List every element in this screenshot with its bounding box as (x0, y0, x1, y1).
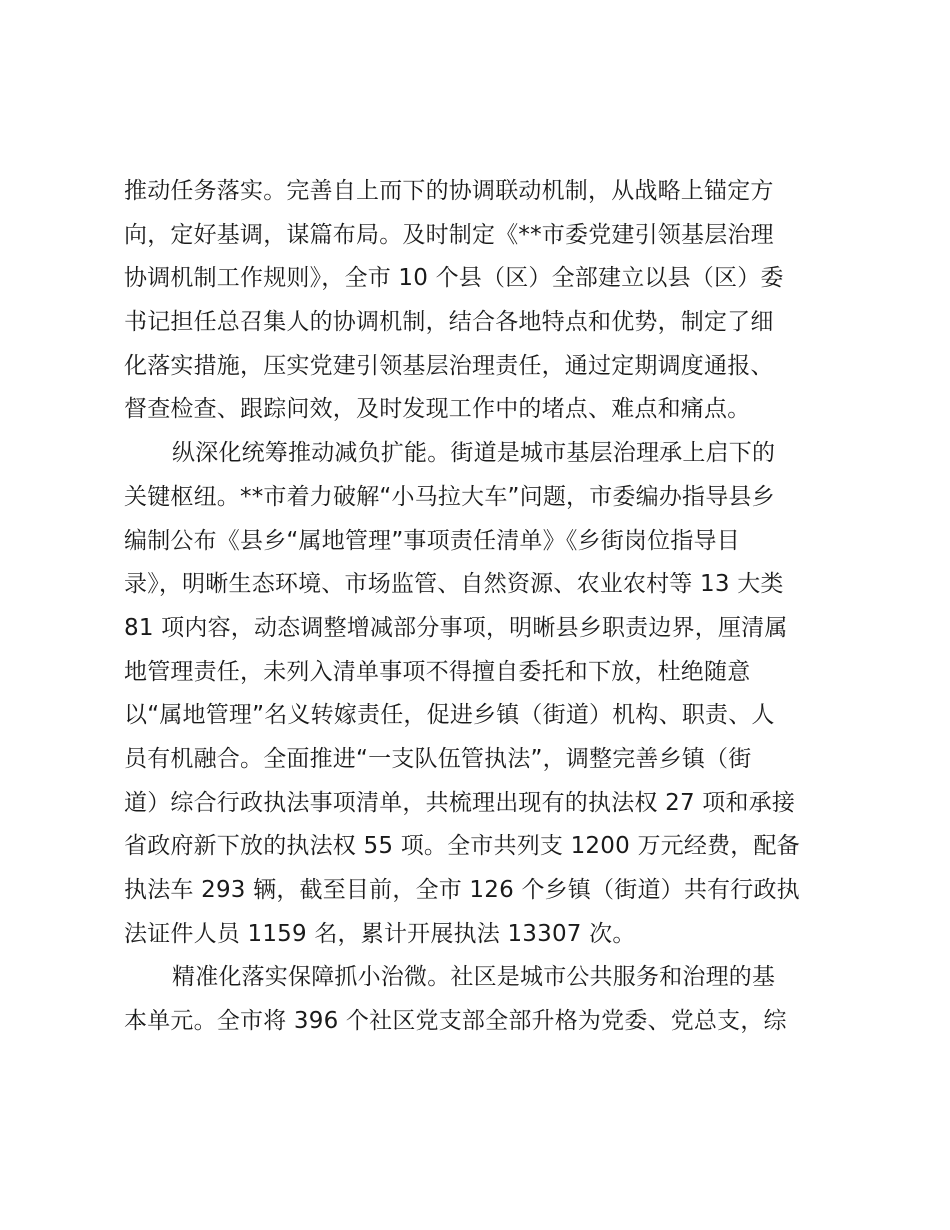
text-line-6: 督查检查、跟踪问效，及时发现工作中的堵点、难点和痛点。 (124, 396, 751, 423)
body-text (124, 170, 844, 1044)
text-line-15: 道）综合行政执法事项清单，共梳理出现有的执法权 27 项和承接 (124, 789, 796, 816)
text-line-2: 向，定好基调，谋篇布局。及时制定《**市委党建引领基层治理 (124, 221, 774, 248)
text-line-12: 地管理责任，未列入清单事项不得擅自委托和下放，杜绝随意 (124, 658, 751, 685)
text-line-10: 录》，明晰生态环境、市场监管、自然资源、农业农村等 13 大类 (124, 571, 784, 598)
text-line-17: 执法车 293 辆，截至目前，全市 126 个乡镇（街道）共有行政执 (124, 877, 800, 903)
paragraph-2-first-line: 纵深化统筹推动减负扩能。街道是城市基层治理承上启下的 (172, 440, 776, 467)
text-line-13: 以“属地管理”名义转嫁责任，促进乡镇（街道）机构、职责、人 (124, 702, 775, 729)
text-line-1: 推动任务落实。完善自上而下的协调联动机制，从战略上锚定方 (124, 178, 774, 204)
text-line-8: 关键枢纽。**市着力破解“小马拉大车”问题，市委编办指导县乡 (124, 483, 775, 510)
text-line-5: 化落实措施，压实党建引领基层治理责任，通过定期调度通报、 (124, 352, 774, 379)
text-line-16: 省政府新下放的执法权 55 项。全市共列支 1200 万元经费，配备 (124, 833, 800, 860)
paragraph-3-first-line: 精准化落实保障抓小治微。社区是城市公共服务和治理的基 (172, 964, 776, 991)
text-line-20: 本单元。全市将 396 个社区党支部全部升格为党委、党总支，综 (124, 1008, 787, 1035)
text-line-4: 书记担任总召集人的协调机制，结合各地特点和优势，制定了细 (124, 309, 774, 336)
text-line-18: 法证件人员 1159 名，累计开展执法 13307 次。 (124, 920, 636, 947)
text-line-3: 协调机制工作规则》，全市 10 个县（区）全部建立以县（区）委 (124, 265, 784, 292)
text-line-11: 81 项内容，动态调整增减部分事项，明晰县乡职责边界，厘清属 (124, 614, 788, 641)
text-line-9: 编制公布《县乡“属地管理”事项责任清单》《乡街岗位指导目 (124, 527, 740, 554)
text-line-14: 员有机融合。全面推进“一支队伍管执法”，调整完善乡镇（街 (124, 745, 752, 772)
